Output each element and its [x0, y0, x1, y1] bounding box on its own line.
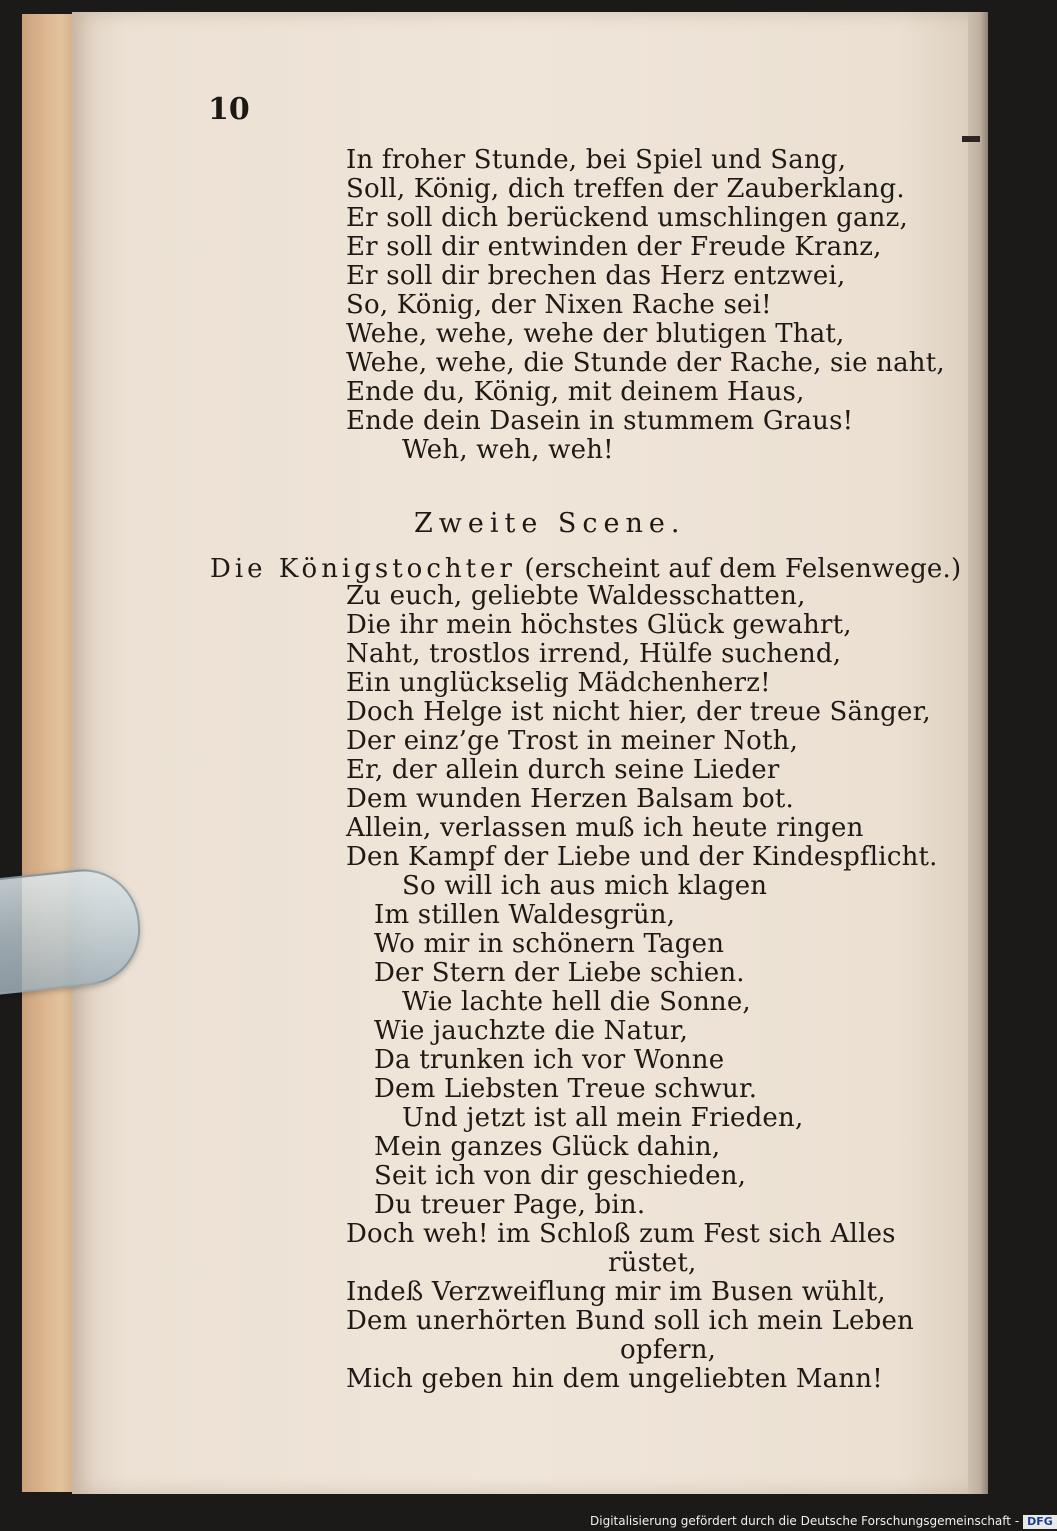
page-number: 10: [208, 92, 250, 127]
verse-line: Soll, König, dich treffen der Zauberklang.: [346, 174, 905, 204]
verse-line: Und jetzt ist all mein Frieden,: [402, 1103, 804, 1133]
verse-line: Du treuer Page, bin.: [374, 1190, 646, 1220]
verse-line: So will ich aus mich klagen: [402, 871, 768, 901]
dfg-logo: DFG: [1023, 1515, 1057, 1529]
verse-line: Der Stern der Liebe schien.: [374, 958, 745, 988]
verse-line: Er, der allein durch seine Lieder: [346, 755, 780, 785]
verse-line: Mich geben hin dem ungeliebten Mann!: [346, 1364, 883, 1394]
verse-line: Dem wunden Herzen Balsam bot.: [346, 784, 795, 814]
verse-line: Wie jauchzte die Natur,: [374, 1016, 689, 1046]
verse-line: Doch weh! im Schloß zum Fest sich Alles: [346, 1219, 896, 1249]
verse-line: Den Kampf der Liebe und der Kindespflicht.: [346, 842, 938, 872]
stage-direction: (erscheint auf dem Felsenwege.): [524, 554, 962, 584]
verse-line: Dem Liebsten Treue schwur.: [374, 1074, 758, 1104]
gutter-mark: [962, 136, 980, 142]
verse-line: Weh, weh, weh!: [402, 435, 614, 465]
book-gutter: [968, 12, 988, 1494]
verse-line: Im stillen Waldesgrün,: [374, 900, 676, 930]
verse-line: Indeß Verzweiflung mir im Busen wühlt,: [346, 1277, 886, 1307]
verse-line: In froher Stunde, bei Spiel und Sang,: [346, 145, 847, 175]
verse-line: Wie lachte hell die Sonne,: [402, 987, 751, 1017]
verse-line: opfern,: [620, 1335, 717, 1365]
verse-line: Ein unglückselig Mädchenherz!: [346, 668, 771, 698]
verse-line: Mein ganzes Glück dahin,: [374, 1132, 721, 1162]
verse-line: Wehe, wehe, die Stunde der Rache, sie naht,: [346, 348, 945, 378]
speaker-name: Die Königstochter: [210, 554, 516, 584]
verse-line: Die ihr mein höchstes Glück gewahrt,: [346, 610, 852, 640]
verse-line: Der einz’ge Trost in meiner Noth,: [346, 726, 799, 756]
speaker-line: [210, 554, 961, 584]
verse-line: Ende dein Dasein in stummem Graus!: [346, 406, 854, 436]
scene-heading: Zweite Scene.: [414, 508, 686, 539]
verse-line: rüstet,: [608, 1248, 697, 1278]
credit-text: Digitalisierung gefördert durch die Deutsche Forschungsgemeinschaft -: [590, 1514, 1020, 1528]
verse-line: Allein, verlassen muß ich heute ringen: [346, 813, 864, 843]
verse-line: Naht, trostlos irrend, Hülfe suchend,: [346, 639, 842, 669]
verse-line: Doch Helge ist nicht hier, der treue Sänger,: [346, 697, 931, 727]
verse-line: Seit ich von dir geschieden,: [374, 1161, 747, 1191]
verse-line: So, König, der Nixen Rache sei!: [346, 290, 772, 320]
verse-line: Ende du, König, mit deinem Haus,: [346, 377, 805, 407]
verse-line: Er soll dir brechen das Herz entzwei,: [346, 261, 846, 291]
verse-line: Da trunken ich vor Wonne: [374, 1045, 725, 1075]
verse-line: Wehe, wehe, wehe der blutigen That,: [346, 319, 845, 349]
digitization-credit: [590, 1511, 1053, 1531]
verse-line: Wo mir in schönern Tagen: [374, 929, 725, 959]
verse-line: Zu euch, geliebte Waldesschatten,: [346, 581, 806, 611]
verse-line: Er soll dir entwinden der Freude Kranz,: [346, 232, 882, 262]
verse-line: Dem unerhörten Bund soll ich mein Leben: [346, 1306, 915, 1336]
verse-line: Er soll dich berückend umschlingen ganz,: [346, 203, 908, 233]
